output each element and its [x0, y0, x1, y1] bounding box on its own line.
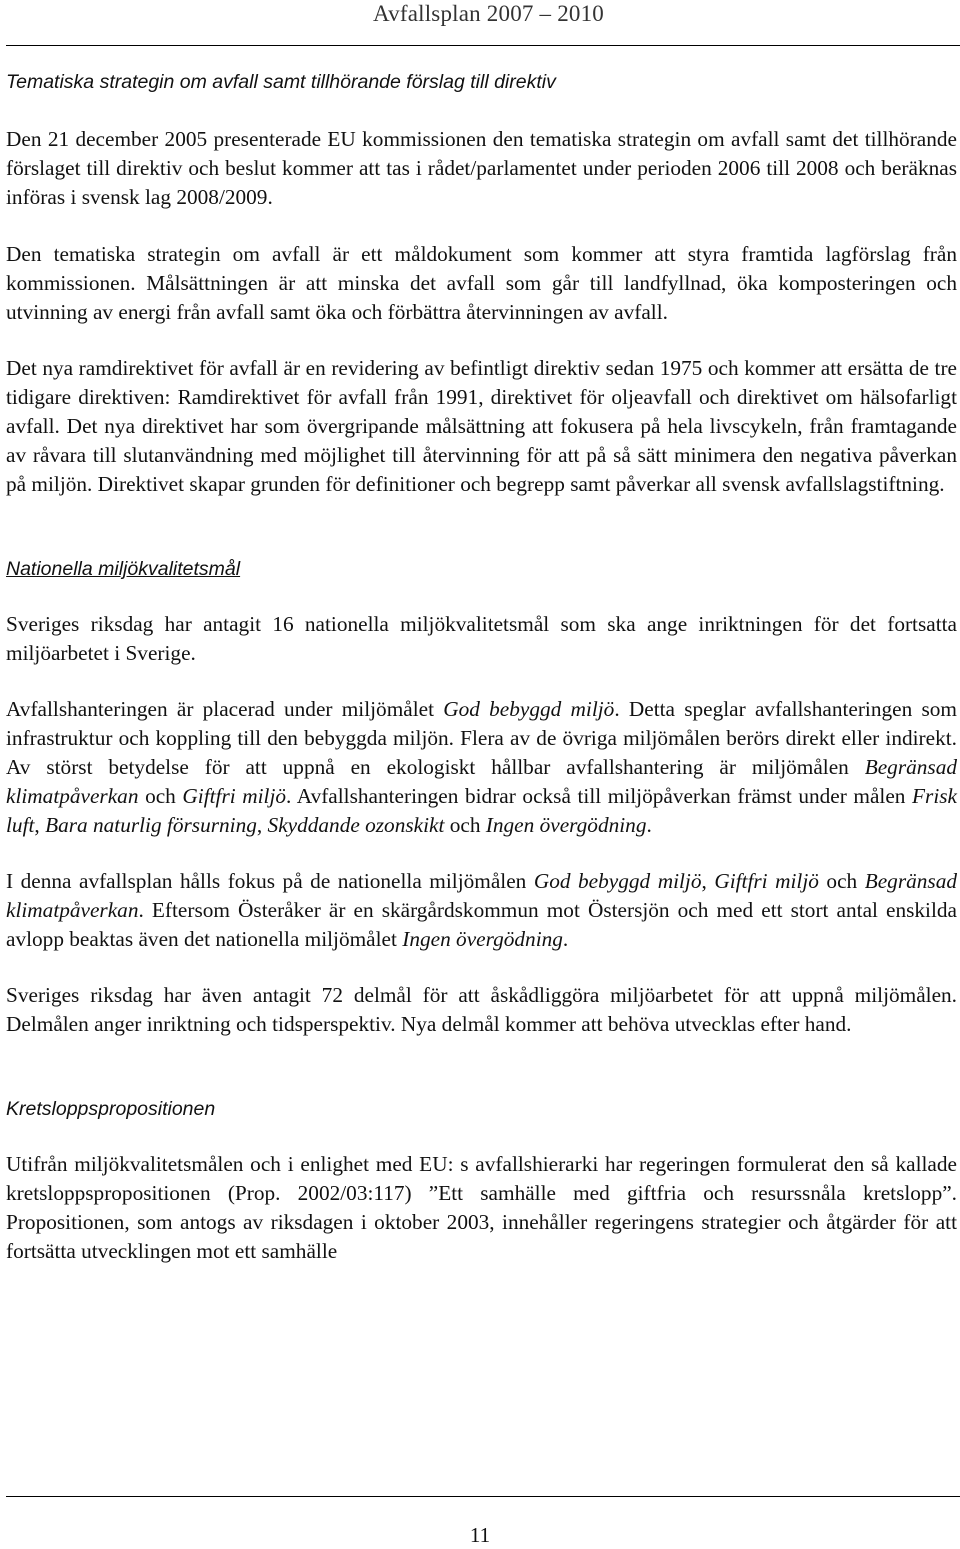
goal-name: Giftfri miljö	[714, 869, 819, 893]
text-run: ,	[701, 869, 715, 893]
section-heading-tematiska-strategin: Tematiska strategin om avfall samt tillhörande förslag till direktiv	[6, 71, 556, 93]
paragraph: Det nya ramdirektivet för avfall är en revidering av befintligt direktiv sedan 1975 och kommer att ersätta de tre tidigare direktiven: Ramdirektivet för avfall från 1991, direktivet för oljeavfall och direktivet om hälsofarligt avfall. Det nya direktivet har som övergripande målsättning att fokusera på hela livscykeln, från framtagande av råvara till slutanvändning med möjlighet till återvinning för att på så sätt minimera den negativa påverkan på miljön. Direktivet skapar grunden för definitioner och begrepp samt påverkar all svensk avfallslagstiftning.	[6, 356, 957, 496]
text-run: Avfallshanteringen är placerad under miljömålet	[6, 697, 444, 721]
text-run: . Eftersom Österåker är en skärgårdskommun mot Östersjön och med ett stort antal enskilda avlopp beaktas även det nationella miljömålet	[6, 898, 957, 951]
goal-name: God bebyggd miljö	[533, 869, 702, 893]
paragraph: Sveriges riksdag har antagit 16 nationella miljökvalitetsmål som ska ange inriktningen för det fortsatta miljöarbetet i Sverige.	[6, 612, 957, 665]
text-run: I denna avfallsplan hålls fokus på de nationella miljömålen	[6, 869, 534, 893]
text-run: och	[138, 784, 183, 808]
paragraph: Den tematiska strategin om avfall är ett måldokument som kommer att styra framtida lagförslag från kommissionen. Målsättningen är att minska det avfall som går till landfyllnad, öka komposteringen och utvinning av energi från avfall samt öka och förbättra återvinningen av avfall.	[6, 242, 957, 324]
text-run: ,	[34, 813, 46, 837]
paragraph: Utifrån miljökvalitetsmålen och i enlighet med EU: s avfallshierarki har regeringen formulerat den så kallade kretsloppspropositionen (Prop. 2002/03:117) ”Ett samhälle med giftfria och resurssnåla kretslopp”. Propositionen, som antogs av riksdagen i oktober 2003, innehåller regeringens strategier och åtgärder för att fortsätta utvecklingen mot ett samhälle	[6, 1152, 957, 1263]
goal-name: Bara naturlig försurning	[45, 813, 257, 837]
paragraph	[6, 695, 957, 840]
goal-name: Frisk luft	[6, 784, 957, 837]
goal-name: Begränsad klimatpåverkan	[6, 755, 957, 808]
text-run: .	[562, 927, 569, 951]
paragraph	[6, 867, 957, 954]
header-divider	[6, 45, 960, 46]
goal-name: Ingen övergödning	[402, 927, 563, 951]
footer-divider	[6, 1496, 960, 1497]
text-run: och	[818, 869, 865, 893]
text-run: ,	[256, 813, 268, 837]
text-run: och	[444, 813, 486, 837]
text-run: . Detta speglar avfallshanteringen som infrastruktur och koppling till den bebyggda miljön. Flera av de övriga miljömålen berörs direkt eller indirekt. Av störst betydelse för att uppnå en ekologiskt hållbar avfallshantering är miljömålen	[6, 697, 957, 779]
goal-name: Giftfri miljö	[182, 784, 287, 808]
goal-name: God bebyggd miljö	[443, 697, 615, 721]
goal-name: Ingen övergödning	[485, 813, 647, 837]
paragraph: Sveriges riksdag har även antagit 72 delmål för att åskådliggöra miljöarbetet för att uppnå miljömålen. Delmålen anger inriktning och tidsperspektiv. Nya delmål kommer att behöva utvecklas efter hand.	[6, 983, 957, 1036]
text-run: . Avfallshanteringen bidrar också till miljöpåverkan främst under målen	[286, 784, 913, 808]
goal-name: Skyddande ozonskikt	[267, 813, 445, 837]
page-body	[6, 68, 957, 1266]
goal-name: Begränsad klimatpåverkan	[6, 869, 957, 922]
paragraph: Den 21 december 2005 presenterade EU kommissionen den tematiska strategin om avfall samt det tillhörande förslaget till direktiv och beslut kommer att tas i rådet/parlamentet under perioden 2006 till 2008 och beräknas införas i svensk lag 2008/2009.	[6, 127, 957, 209]
running-header: Avfallsplan 2007 – 2010	[373, 1, 604, 26]
section-heading-kretsloppspropositionen: Kretsloppspropositionen	[6, 1098, 216, 1120]
page-number: 11	[469, 1523, 491, 1547]
section-heading-nationella-miljokvalitetsmal: Nationella miljökvalitetsmål	[6, 558, 241, 580]
text-run: .	[646, 813, 652, 837]
